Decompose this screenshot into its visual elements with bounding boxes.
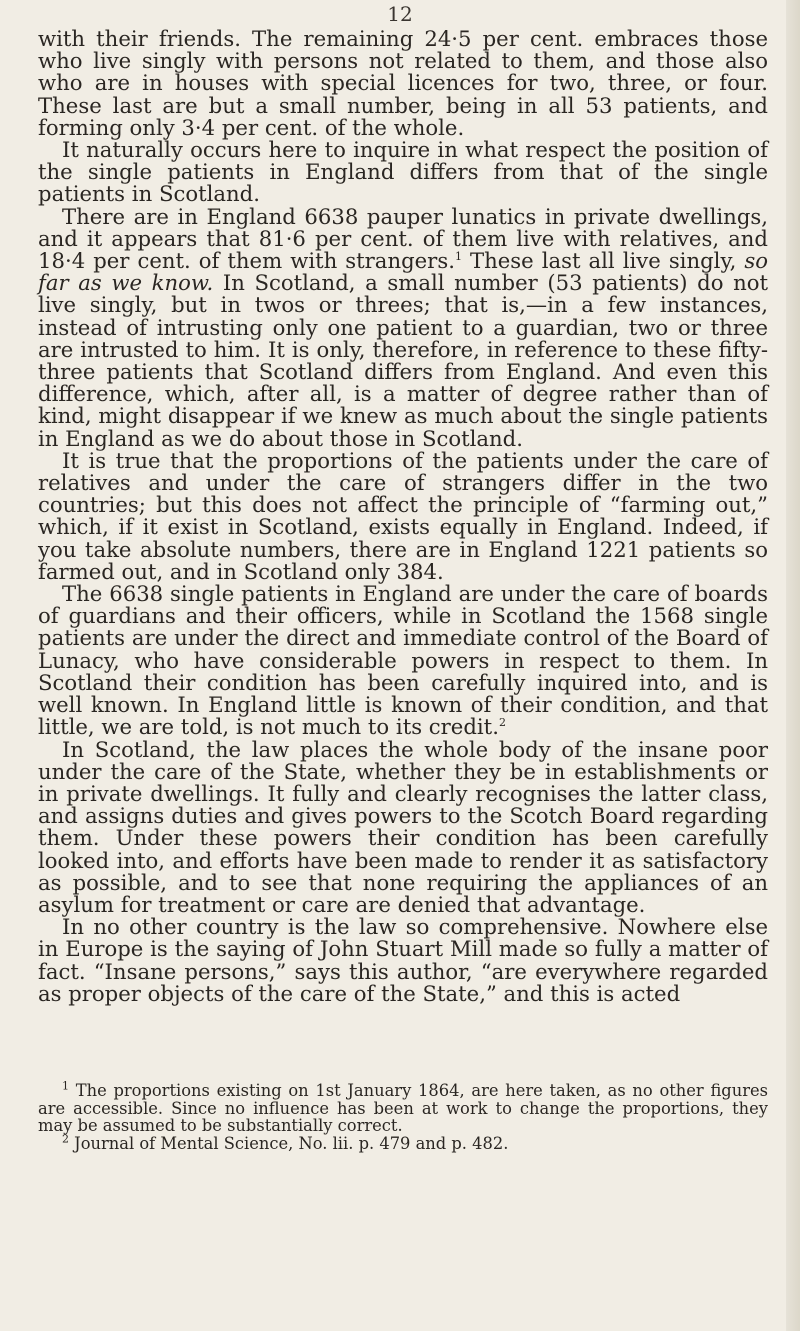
paragraph-text: There are in England 6638 pauper lunatics in private dwellings, and it appears that 81·6 per cent. of them live with relatives, and 18·4 per cent. of them with strangers.	[38, 203, 768, 274]
paragraph: In Scotland, the law places the whole body of the insane poor under the care of the State, whether they be in establishments or in private dwellings. It fully and clearly recognises the latter class, and assigns duties and gives powers to the Scotch Board regarding them. Under these powers their condition has been carefully looked into, and efforts have been made to render it as satisfactory as possible, and to see that none requiring the appliances of an asylum for treatment or care are denied that advantage.	[38, 736, 768, 917]
paragraph	[38, 583, 768, 738]
paragraph: It naturally occurs here to inquire in what respect the position of the single patients in England differs from that of the single patients in Scotland.	[38, 137, 768, 207]
footnote-mark: 1	[62, 1079, 69, 1093]
paragraph-text: In Scotland, a small number (53 patients) do not live singly, but in twos or threes; that is,—in a few instances, instead of intrusting only one patient to a guardian, two or three are intrusted to him. It is only, therefore, in reference to these fifty-three patients that Scotland differs from England. And even this difference, which, after all, is a matter of degree rather than of kind, might disappear if we knew as much about the single patients in England as we do about those in Scotland.	[38, 270, 768, 451]
page-edge	[786, 0, 800, 1331]
emphasis-text: so far as we know.	[38, 248, 768, 296]
paragraph-text: The 6638 single patients in England are under the care of boards of guardians and their officers, while in Scotland the 1568 single patients are under the direct and immediate control of the Board of Lunacy, who have considerable powers in respect to them. In Scotland their condition has been carefully inquired into, and is well known. In England little is known of their condition, and that little, we are told, is not much to its credit.	[38, 581, 768, 740]
footnote	[38, 1132, 768, 1153]
footnote	[38, 1079, 768, 1135]
paragraph: In no other country is the law so comprehensive. Nowhere else in Europe is the saying of John Stuart Mill made so fully a matter of fact. “Insane persons,” says this author, “are everywhere regarded as proper objects of the care of the State,” and this is acted	[38, 914, 768, 1006]
footnote-reference: 1	[454, 249, 462, 263]
body-text	[38, 28, 768, 1005]
footnote-text: The proportions existing on 1st January 1864, are here taken, as no other figures are accessible. Since no influence has been at work to change the proportions, they may be assumed to be substantially correct.	[38, 1081, 768, 1135]
paragraph: with their friends. The remaining 24·5 per cent. embraces those who live singly with persons not related to them, and those also who are in houses with special licences for two, three, or four. These last are but a small number, being in all 53 patients, and forming only 3·4 per cent. of the whole.	[38, 26, 768, 140]
footnote-text: Journal of Mental Science, No. lii. p. 479 and p. 482.	[69, 1133, 509, 1153]
page-number: 12	[387, 2, 413, 26]
footnote-mark: 2	[62, 1132, 69, 1146]
paragraph: It is true that the proportions of the patients under the care of relatives and under the care of strangers differ in the two countries; but this does not affect the principle of “farming out,” which, if it exist in Scotland, exists equally in England. Indeed, if you take absolute numbers, there are in England 1221 patients so farmed out, and in Scotland only 384.	[38, 447, 768, 584]
footnote-reference: 2	[498, 716, 506, 730]
paragraph	[38, 203, 768, 451]
paragraph-text: These last all live singly,	[461, 248, 745, 274]
footnotes	[38, 1079, 768, 1153]
